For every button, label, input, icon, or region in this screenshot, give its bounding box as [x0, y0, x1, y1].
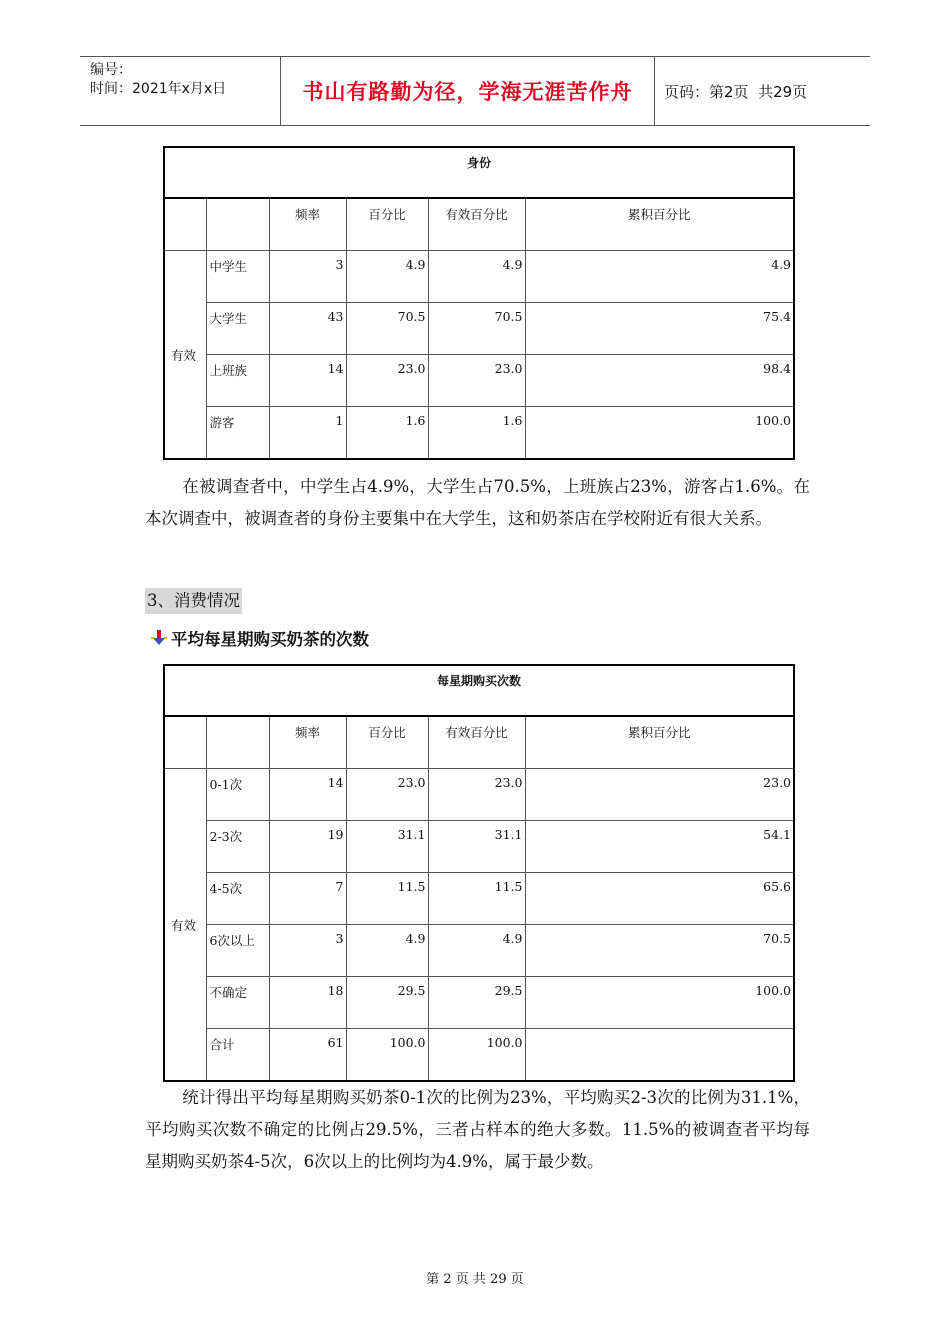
table-row: 6次以上 3 4.9 4.9 70.5: [164, 925, 794, 977]
column-header: 有效百分比: [428, 198, 525, 251]
section-title: 3、消费情况: [145, 588, 242, 614]
table-row: 上班族 14 23.0 23.0 98.4: [164, 355, 794, 407]
bullet-arrow-icon: [150, 629, 168, 647]
header-divider: [654, 57, 655, 125]
column-header: 累积百分比: [525, 198, 794, 251]
table-title: 每星期购买次数: [164, 665, 794, 716]
identity-table: [163, 146, 795, 460]
weekly-purchase-table: [163, 664, 795, 1082]
table-row: 有效 0-1次 14 23.0 23.0 23.0: [164, 769, 794, 821]
table-row: 2-3次 19 31.1 31.1 54.1: [164, 821, 794, 873]
column-header: 频率: [269, 198, 346, 251]
table-row: 游客 1 1.6 1.6 100.0: [164, 407, 794, 460]
table-title: 身份: [164, 147, 794, 198]
column-header: 有效百分比: [428, 716, 525, 769]
body-paragraph: 在被调查者中，中学生占4.9%，大学生占70.5%，上班族占23%，游客占1.6%。在本次调查中，被调查者的身份主要集中在大学生，这和奶茶店在学校附近有很大关系。: [145, 477, 810, 528]
column-header: 百分比: [346, 716, 428, 769]
group-label: 有效: [164, 769, 206, 1082]
serial-label: 编号：: [90, 62, 132, 78]
table-row: 合计 61 100.0 100.0: [164, 1029, 794, 1082]
subheading: 平均每星期购买奶茶的次数: [150, 626, 369, 650]
table-header-row: [164, 198, 794, 251]
table-row: 不确定 18 29.5 29.5 100.0: [164, 977, 794, 1029]
page-header: [80, 56, 870, 126]
time-label: 时间：2021年x月x日: [90, 81, 227, 97]
table-row: 大学生 43 70.5 70.5 75.4: [164, 303, 794, 355]
table-row: 4-5次 7 11.5 11.5 65.6: [164, 873, 794, 925]
column-header: 百分比: [346, 198, 428, 251]
column-header: 频率: [269, 716, 346, 769]
page-footer: 第 2 页 共 29 页: [426, 1272, 524, 1287]
body-paragraph: 统计得出平均每星期购买奶茶0-1次的比例为23%，平均购买2-3次的比例为31.1%，平均购买次数不确定的比例占29.5%，三者占样本的绝大多数。11.5%的被调查者平均每星期购买奶茶4-5次，6次以上的比例均为4.9%，属于最少数。: [145, 1088, 810, 1171]
header-motto: 书山有路勤为径，学海无涯苦作舟: [302, 80, 633, 104]
table-header-row: [164, 716, 794, 769]
column-header: 累积百分比: [525, 716, 794, 769]
group-label: 有效: [164, 251, 206, 460]
header-page-info: 页码：第2页 共29页: [664, 82, 808, 101]
table-row: 有效 中学生 3 4.9 4.9 4.9: [164, 251, 794, 303]
header-meta: [90, 61, 226, 99]
